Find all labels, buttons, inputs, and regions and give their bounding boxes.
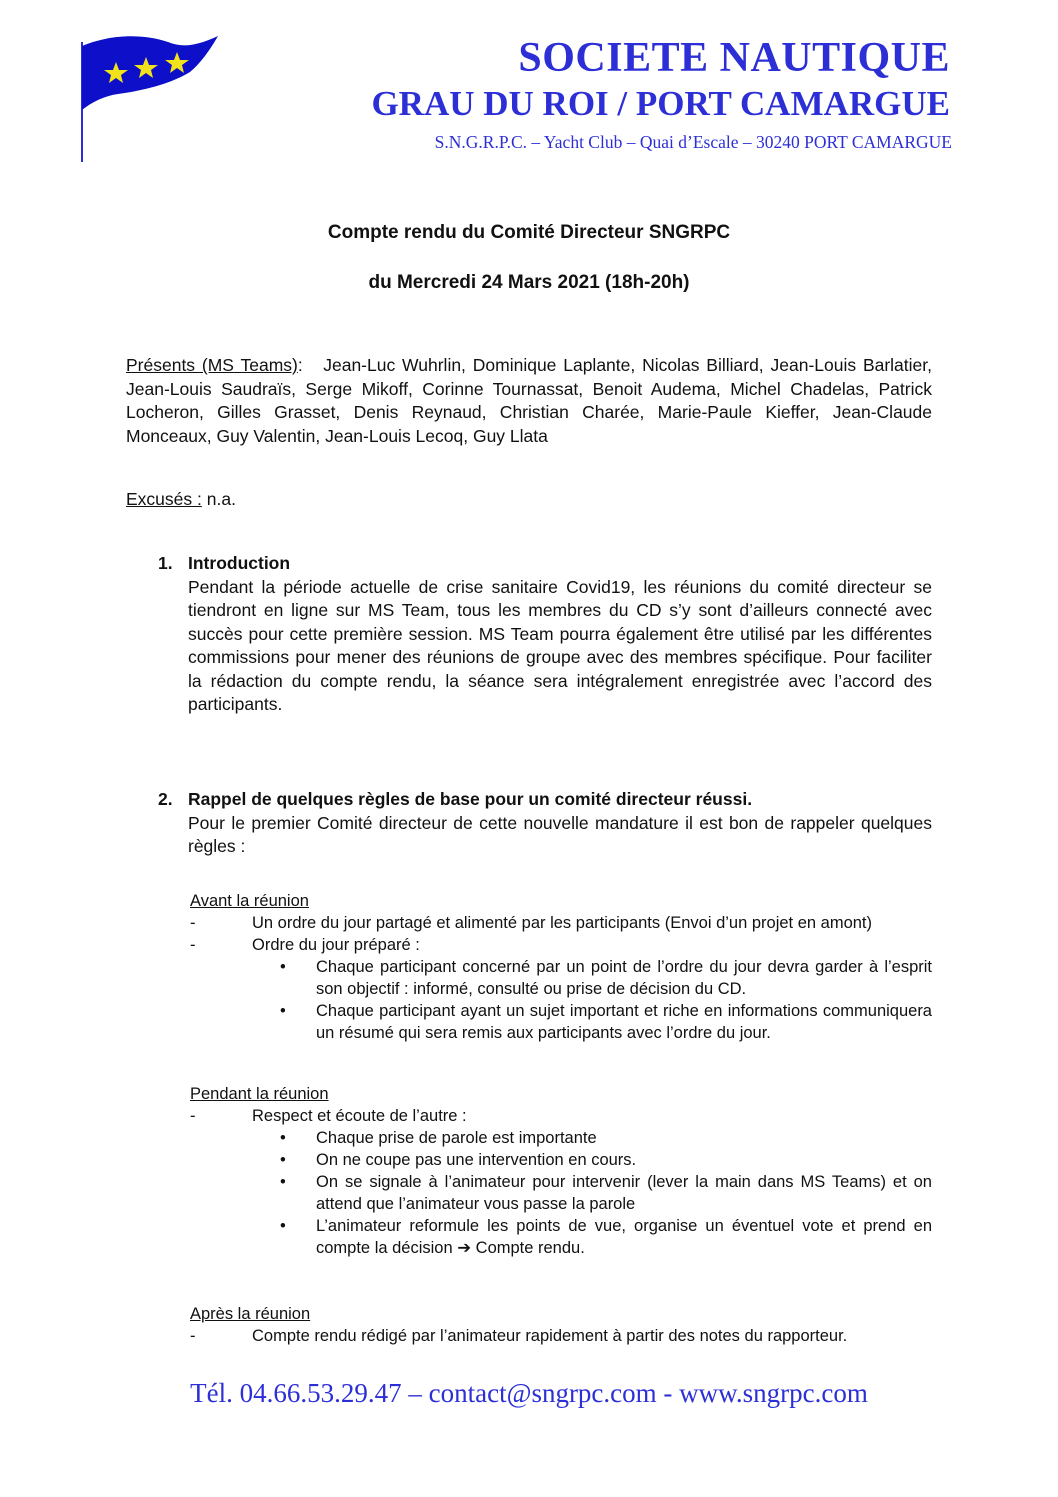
before-meeting-title: Avant la réunion [190,892,309,910]
bullet-marker: • [280,1151,286,1169]
list-item: Respect et écoute de l’autre : [252,1107,467,1125]
bullet-item: On ne coupe pas une intervention en cours. [316,1151,637,1169]
list-item: Un ordre du jour partagé et alimenté par les participants (Envoi d’un projet en amont) [252,914,873,932]
flag-with-stars-icon [78,24,223,164]
bullet-marker: • [280,1173,286,1191]
during-meeting-block [190,1083,932,1259]
excused-paragraph [126,488,932,512]
document-title: Compte rendu du Comité Directeur SNGRPC [327,222,731,243]
bullet-marker: • [280,958,286,976]
header-title-line1: SOCIETE NAUTIQUE [518,35,950,81]
list-item: Compte rendu rédigé par l’animateur rapidement à partir des notes du rapporteur. [252,1327,848,1345]
excused-value: n.a. [206,489,236,509]
attendees-paragraph [126,354,932,448]
dash-marker: - [190,1327,196,1345]
document-date: du Mercredi 24 Mars 2021 (18h-20h) [368,272,690,293]
after-meeting-block [190,1303,932,1347]
section-introduction [126,552,932,717]
footer-contact: Tél. 04.66.53.29.47 – contact@sngrpc.com - www.sngrpc.com [190,1378,868,1408]
excused-label: Excusés : [126,489,202,509]
header-subtitle: S.N.G.R.P.C. – Yacht Club – Quai d’Escale – 30240 PORT CAMARGUE [434,132,952,152]
bullet-item: Chaque participant concerné par un point de l’ordre du jour devra garder à l’esprit son objectif : informé, consulté ou prise de décision du CD. [316,958,932,998]
dash-marker: - [190,936,196,954]
after-meeting-title: Après la réunion [190,1305,311,1323]
bullet-item: On se signale à l’animateur pour intervenir (lever la main dans MS Teams) et on attend que l’animateur vous passe la parole [316,1173,932,1213]
bullet-item: L’animateur reformule les points de vue, organise un éventuel vote et prend en compte la décision ➔ Compte rendu. [316,1217,932,1257]
list-item: Ordre du jour préparé : [252,936,420,954]
section-number: 1. [158,553,173,573]
bullet-item: Chaque prise de parole est importante [316,1129,597,1147]
header-title-line2: GRAU DU ROI / PORT CAMARGUE [371,84,950,123]
dash-marker: - [190,1107,196,1125]
dash-marker: - [190,914,196,932]
bullet-marker: • [280,1002,286,1020]
section-number: 2. [158,789,173,809]
section-body: Pendant la période actuelle de crise sanitaire Covid19, les réunions du comité directeur se tiendront en ligne sur MS Team, tous les membres du CD s’y sont d’ailleurs connecté avec succès pour cette première session. MS Team pourra également être utilisé par les différentes commissions pour mener des réunions de groupe avec des membres spécifique. Pour faciliter la rédaction du compte rendu, la séance sera intégralement enregistrée avec l’accord des participants. [188,576,932,714]
bullet-marker: • [280,1217,286,1235]
section-body: Pour le premier Comité directeur de cette nouvelle mandature il est bon de rappeler quelques règles : [188,812,932,856]
attendees-names: Jean-Luc Wuhrlin, Dominique Laplante, Nicolas Billiard, Jean-Louis Barlatier, Jean-Louis Saudraïs, Serge Mikoff, Corinne Tournassat, Benoit Audema, Michel Chadelas, Patrick Locheron, Gilles Grasset, Denis Reynaud, Christian Charée, Marie-Paule Kieffer, Jean-Claude Monceaux, Guy Valentin, Jean-Louis Lecoq, Guy Llata [126,355,932,446]
section-title: Rappel de quelques règles de base pour un comité directeur réussi. [188,789,753,809]
bullet-item: Chaque participant ayant un sujet important et riche en informations communiquera un résumé qui sera remis aux participants avec l’ordre du jour. [316,1002,932,1042]
before-meeting-block [190,890,932,1044]
attendees-colon: : [297,355,303,375]
during-meeting-title: Pendant la réunion [190,1085,329,1103]
bullet-marker: • [280,1129,286,1147]
attendees-label: Présents (MS Teams) [126,355,298,375]
section-rules [126,788,932,859]
section-title: Introduction [188,553,291,573]
